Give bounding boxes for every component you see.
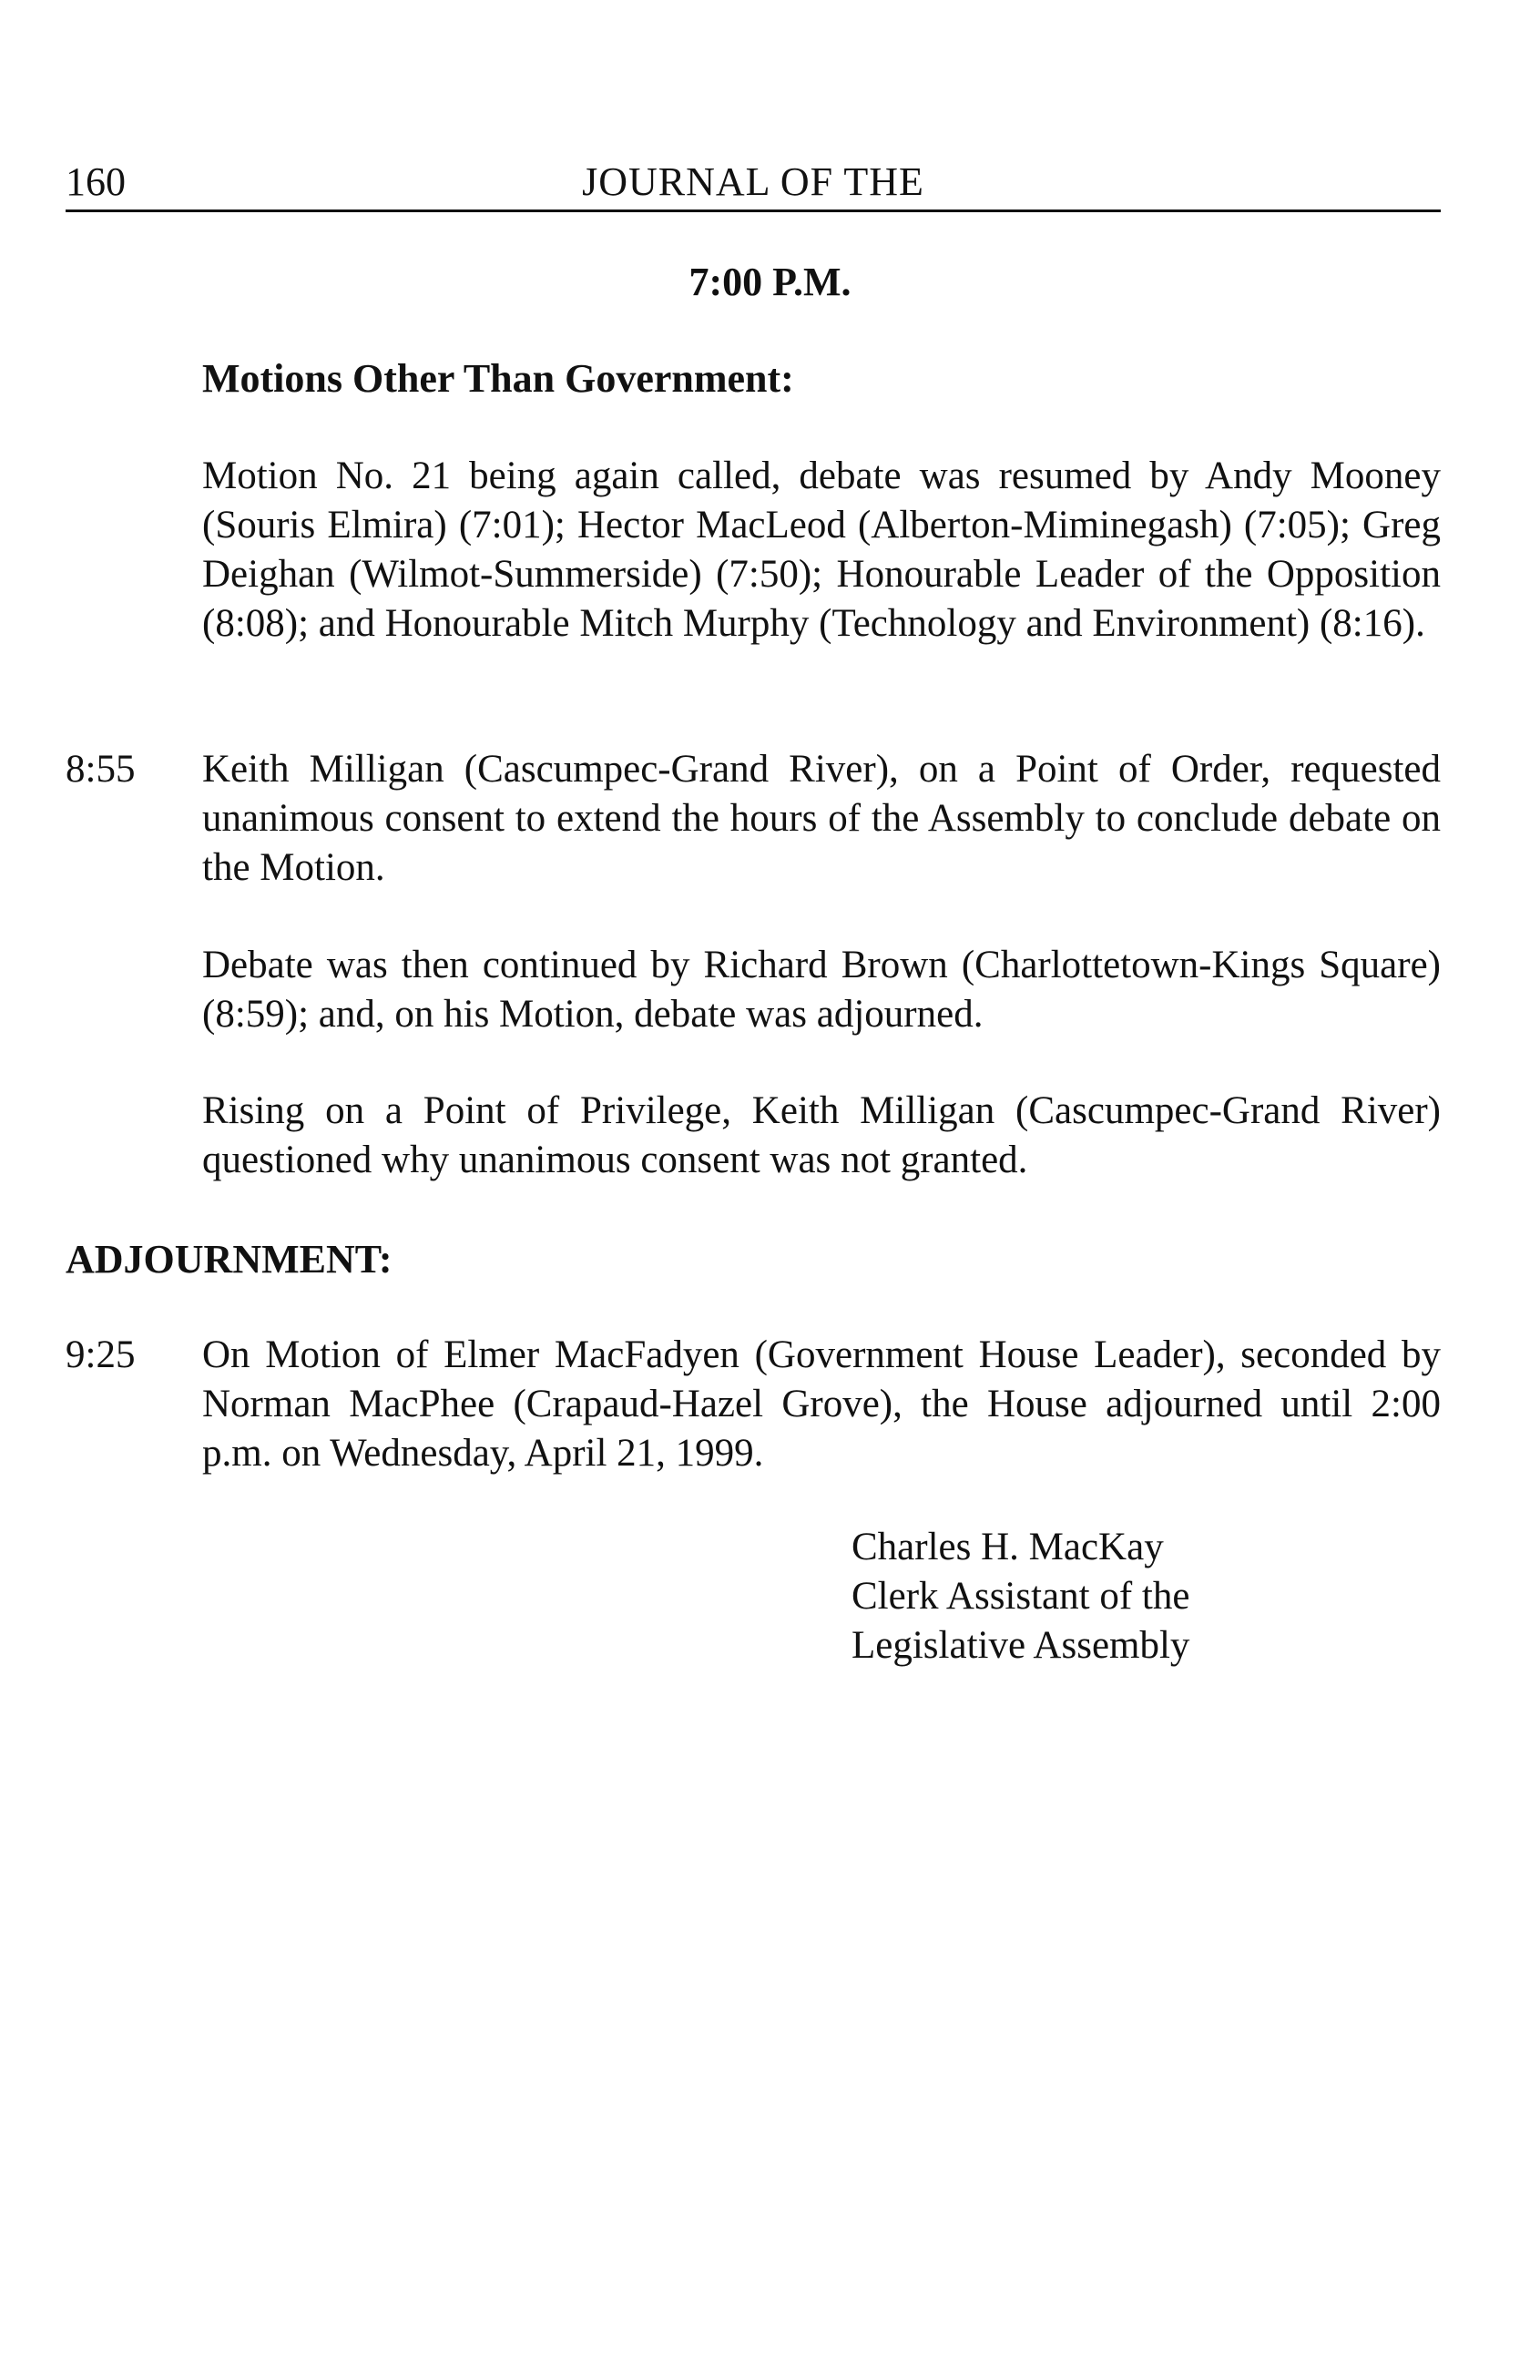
signatory-title-line-1: Clerk Assistant of the (852, 1575, 1190, 1618)
point-of-order-time: 8:55 (66, 748, 136, 791)
adjournment-paragraph: On Motion of Elmer MacFadyen (Government House Leader), seconded by Norman MacPhee (Crapaud-Hazel Grove), the House adjourned until 2:00 p.m. on Wednesday, April 21, 1999. (202, 1333, 1441, 1475)
point-of-privilege-paragraph: Rising on a Point of Privilege, Keith Milligan (Cascumpec-Grand River) questioned why unanimous consent was not granted. (202, 1089, 1441, 1181)
signatory-name: Charles H. MacKay (852, 1526, 1164, 1568)
point-of-order-paragraph: Keith Milligan (Cascumpec-Grand River), on a Point of Order, requested unanimous consent to extend the hours of the Assembly to conclude debate on the Motion. (202, 748, 1441, 889)
adjournment-time: 9:25 (66, 1333, 136, 1376)
signatory-title-line-2: Legislative Assembly (852, 1624, 1190, 1667)
adjournment-heading: ADJOURNMENT: (66, 1237, 393, 1282)
running-title: JOURNAL OF THE (582, 159, 924, 204)
debate-continued-paragraph: Debate was then continued by Richard Brown (Charlottetown-Kings Square) (8:59); and, on his Motion, debate was adjourned. (202, 944, 1441, 1036)
running-header (66, 155, 1441, 212)
session-time-heading: 7:00 P.M. (688, 260, 852, 304)
motion-debate-paragraph: Motion No. 21 being again called, debate was resumed by Andy Mooney (Souris Elmira) (7:01); Hector MacLeod (Alberton-Miminegash) (7:05); Greg Deighan (Wilmot-Summerside) (7:50); Honourable Leader of the Opposition (8:08); and Honourable Mitch Murphy (Technology and Environment) (8:16). (202, 455, 1441, 645)
motions-heading: Motions Other Than Government: (202, 356, 794, 401)
page-number: 160 (66, 159, 126, 204)
signature-block (852, 1523, 1189, 1670)
